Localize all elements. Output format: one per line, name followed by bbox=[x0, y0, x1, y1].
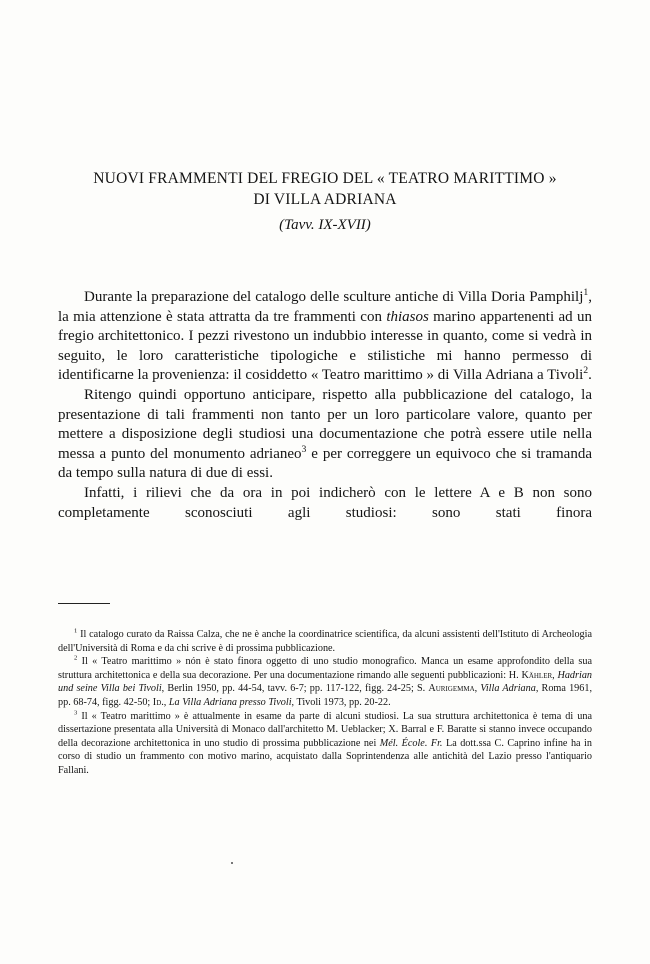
book-title: Villa Adriana bbox=[480, 683, 536, 695]
article-title-line-1: NUOVI FRAMMENTI DEL FREGIO DEL « TEATRO MARITTIMO » bbox=[93, 170, 557, 187]
journal-title: Mél. École. Fr. bbox=[379, 737, 443, 749]
text-run: , Berlin 1950, pp. 44-54, tavv. 6-7; pp. 117-122, figg. 24-25; S. bbox=[161, 683, 429, 695]
footnote-2 bbox=[58, 655, 592, 709]
text-run: Il « Teatro marittimo » nón è stato finora oggetto di uno studio monografico. Manca un esame approfondito della sua struttura architettonica e della sua decorazione. Per una documentazione rimando alle seguenti pubblicazioni: H. bbox=[58, 656, 592, 681]
footnote-ref-2: 2 bbox=[583, 365, 589, 377]
author-name: Id. bbox=[152, 696, 164, 708]
body-text bbox=[58, 288, 592, 523]
text-run: Il « Teatro marittimo » è attualmente in esame da parte di alcuni studiosi. La sua struttura architettonica è tema di una dissertazione presentata alla Università di Monaco dall'architetto M. Ueblacker; X. Barral e F. Baratte si stanno invece occupando della decorazione architettonica in uno studio di prossima pubblicazione nei bbox=[58, 710, 592, 749]
article-title-line-2: DI VILLA ADRIANA bbox=[253, 191, 397, 208]
text-run: Il catalogo curato da Raissa Calza, che ne è anche la coordinatrice scientifica, da alcuni assistenti dell'Istituto di Archeologia dell'Università di Roma e da chi scrive è di prossima pubblicazione. bbox=[58, 629, 592, 654]
footnote-mark: 1 bbox=[74, 627, 78, 635]
footnote-ref-1: 1 bbox=[583, 287, 589, 298]
text-run: Ritengo quindi opportuno anticipare, rispetto alla pubblicazione del catalogo, la presentazione di tali frammenti non tanto per un loro particolare valore, quanto per mettere a disposizione degli studiosi una documentazione che potrà essere utile nella messa a punto del monumento adrianeo bbox=[58, 386, 592, 462]
text-run: , la mia attenzione è stata attratta da tre frammenti con bbox=[58, 289, 592, 325]
plates-reference: (Tavv. IX-XVII) bbox=[279, 217, 371, 233]
paragraph-2 bbox=[58, 386, 592, 484]
book-title: Hadrian und seine Villa bei Tivoli bbox=[58, 669, 593, 695]
paragraph-3: Infatti, i rilievi che da ora in poi indicherò con le lettere A e B non sono completamente sconosciuti agli studiosi: sono stati finora bbox=[58, 484, 592, 521]
text-run: , bbox=[163, 696, 169, 708]
text-run: Durante la preparazione del catalogo delle sculture antiche di Villa Doria Pamphilj bbox=[84, 289, 584, 305]
footnote-1 bbox=[58, 628, 592, 655]
text-run: e per correggere un equivoco che si tramanda da tempo sulla natura di due di essi. bbox=[58, 445, 592, 482]
scan-speck bbox=[231, 862, 233, 864]
thiasos-term: thiasos bbox=[386, 308, 429, 325]
text-run: , Tivoli 1973, pp. 20-22. bbox=[291, 696, 391, 708]
text-run: La dott.ssa C. Caprino infine ha in corso di studio un frammento con motivo marino, acquistato dalla Soprintendenza alle antichità del Lazio presso l'antiquario Fallani. bbox=[58, 737, 592, 776]
title-block bbox=[58, 168, 592, 235]
footnote-3 bbox=[58, 710, 592, 778]
footnote-mark: 3 bbox=[74, 709, 78, 717]
book-title: La Villa Adriana presso Tivoli bbox=[168, 696, 292, 708]
footnote-separator bbox=[58, 603, 110, 604]
text-run: , bbox=[552, 669, 558, 681]
footnote-mark: 2 bbox=[74, 654, 78, 662]
paragraph-1 bbox=[58, 288, 592, 386]
text-run: , Roma 1961, pp. 68-74, figg. 42-50; bbox=[58, 683, 592, 708]
text-run: marino appartenenti ad un fregio architettonico. I pezzi rivestono un indubbio interesse in quanto, come si vedrà in seguito, le loro caratteristiche tipologiche e stilistiche mi hanno permesso di identificarne la provenienza: il cosiddetto « Teatro marittimo » di Villa Adriana a Tivoli bbox=[58, 308, 592, 384]
text-run: . bbox=[588, 367, 592, 384]
text-run: , bbox=[474, 683, 481, 695]
author-name: Aurigemma bbox=[428, 683, 475, 695]
footnote-ref-3: 3 bbox=[301, 443, 307, 455]
author-name: Kähler bbox=[521, 669, 553, 681]
footnotes bbox=[58, 628, 592, 778]
